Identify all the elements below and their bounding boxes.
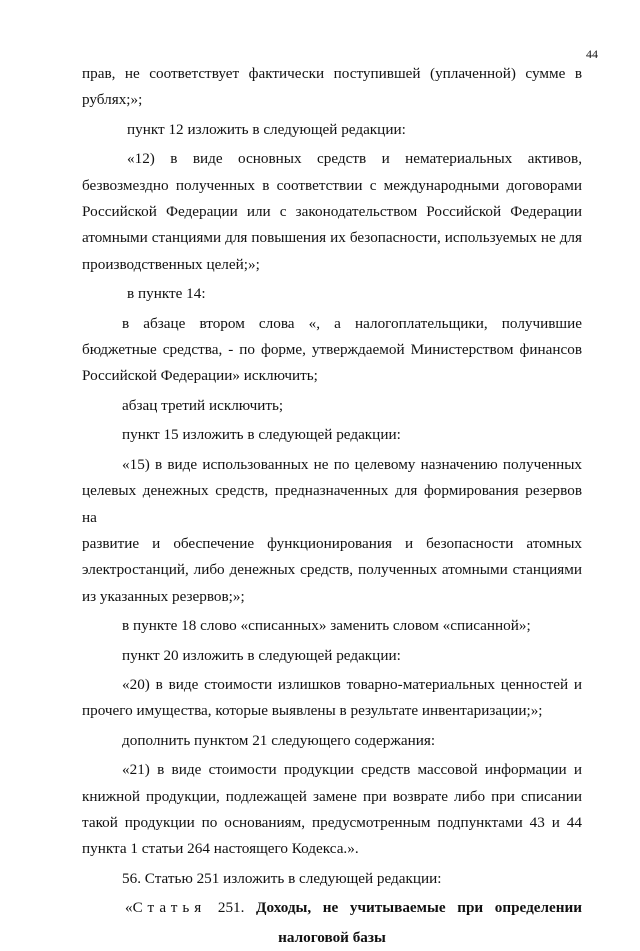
heading-number: 251.: [206, 899, 257, 917]
text-line: прав, не соответствует фактически поступившей (уплаченной) сумме в: [82, 65, 582, 82]
text-line: прочего имущества, которые выявлены в результате инвентаризации;»;: [82, 702, 543, 720]
text-line: атомными станциями для повышения их безопасности, используемых не для: [82, 229, 582, 247]
text-line: пункт 15 изложить в следующей редакции:: [122, 426, 401, 444]
heading-word: Статья: [132, 899, 207, 917]
text-line: книжной продукции, подлежащей замене при возврате либо при списании: [82, 787, 582, 805]
text-line: рублях;»;: [82, 91, 143, 109]
text-line: пункт 12 изложить в следующей редакции:: [127, 120, 406, 138]
text-line: пункта 1 статьи 264 настоящего Кодекса.».: [82, 840, 359, 858]
text-line: Российской Федерации» исключить;: [82, 367, 318, 385]
text-line: Российской Федерации или с законодательством Российской Федерации: [82, 203, 582, 221]
text-line: 56. Статью 251 изложить в следующей редакции:: [122, 869, 442, 887]
text-line: бюджетные средства, - по форме, утверждаемой Министерством финансов: [82, 341, 582, 359]
heading-title-part1: Доходы, не учитываемые при определении: [256, 899, 583, 917]
document-body: [82, 61, 582, 951]
text-line: абзац третий исключить;: [122, 396, 284, 414]
text-line: электростанций, либо денежных средств, полученных атомными станциями: [82, 561, 582, 579]
article-heading: [82, 895, 582, 921]
text-line: «12) в виде основных средств и нематериальных активов,: [127, 150, 582, 168]
page-number: 44: [586, 47, 598, 61]
text-line: такой продукции по основаниям, предусмотренным подпунктами 43 и 44: [82, 813, 582, 831]
text-line: развитие и обеспечение функционирования и безопасности атомных: [82, 534, 582, 552]
text-line: безвозмездно полученных в соответствии с международными договорами: [82, 176, 582, 194]
text-line: из указанных резервов;»;: [82, 587, 245, 605]
text-line: «15) в виде использованных не по целевому назначению полученных: [122, 455, 582, 473]
text-line: дополнить пунктом 21 следующего содержания:: [122, 731, 436, 749]
text-line: целевых денежных средств, предназначенных для формирования резервов на: [82, 482, 582, 526]
text-line: «20) в виде стоимости излишков товарно-материальных ценностей и: [122, 675, 582, 693]
article-heading-continuation: налоговой базы: [278, 928, 386, 946]
text-line: производственных целей;»;: [82, 255, 260, 273]
text-line: пункт 20 изложить в следующей редакции:: [122, 646, 401, 664]
text-line: в абзаце втором слова «, а налогоплательщики, получившие: [122, 314, 582, 332]
text-line: в пункте 14:: [127, 285, 206, 303]
text-line: «21) в виде стоимости продукции средств массовой информации и: [122, 761, 582, 779]
text-line: в пункте 18 слово «списанных» заменить словом «списанной»;: [122, 617, 531, 635]
heading-prefix: «: [125, 899, 133, 917]
